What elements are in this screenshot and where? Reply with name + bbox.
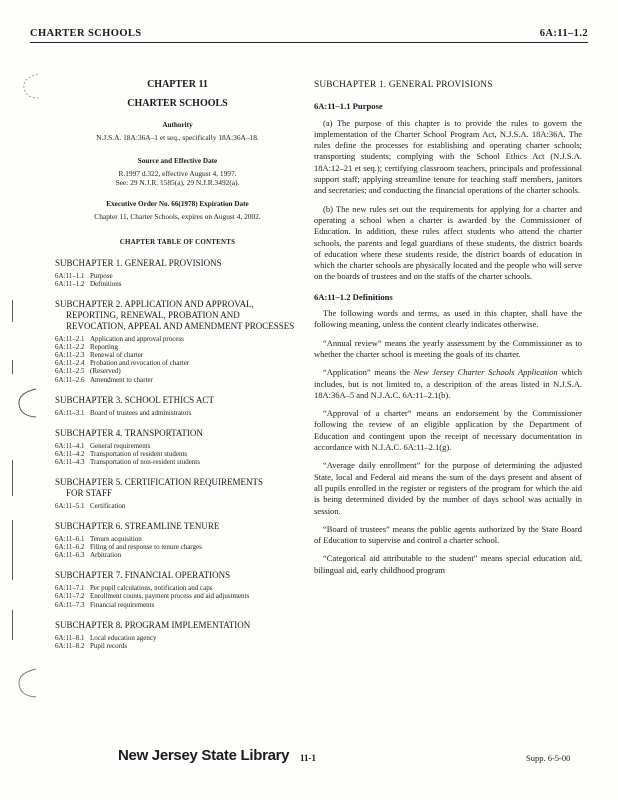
toc-items <box>55 502 300 510</box>
toc-item-title: Definitions <box>90 280 122 289</box>
toc-item <box>55 502 300 510</box>
margin-rule <box>12 520 13 580</box>
binder-hole-mark <box>18 70 44 102</box>
toc-item-number: 6A:11–3.1 <box>55 408 85 417</box>
margin-rule <box>12 360 13 374</box>
toc-item-title: Board of trustees and administrators <box>90 408 192 417</box>
toc-item-title: Financial requirements <box>90 600 155 609</box>
toc-item <box>55 584 300 592</box>
toc-item-title: Transportation of resident students <box>90 449 188 458</box>
header-section: 6A:11–1.2 <box>539 28 588 39</box>
toc-item-title: Transportation of non-resident students <box>90 458 200 467</box>
toc-item-title: Purpose <box>90 271 113 280</box>
toc-item-number: 6A:11–1.1 <box>55 271 85 280</box>
toc-subchapter <box>55 521 300 559</box>
definition-approval: “Approval of a charter” means an endorsement by the Commissioner following the review of an eligible application by the Department of Education and contingent upon the receipt of necessary documentation in accordance with N.J.A.C. 6A:11–2.1(g). <box>314 408 582 453</box>
chapter-title: CHARTER SCHOOLS <box>127 98 228 110</box>
toc-item-title: Probation and revocation of charter <box>90 359 190 368</box>
toc-list <box>55 258 300 650</box>
toc-subchapter-title: SUBCHAPTER 7. FINANCIAL OPERATIONS <box>55 570 231 581</box>
source-heading: Source and Effective Date <box>137 156 218 165</box>
toc-item-title: Tenure acquisition <box>90 534 142 543</box>
definition-application <box>314 367 582 401</box>
source-line-1: R.1997 d.322, effective August 4, 1997. <box>118 169 237 179</box>
toc-item-number: 6A:11–2.6 <box>55 375 85 384</box>
supplement-date: Supp. 6-5-00 <box>526 753 571 763</box>
toc-item <box>55 367 300 375</box>
toc-item-number: 6A:11–7.3 <box>55 600 85 609</box>
toc-item <box>55 592 300 600</box>
toc-item <box>55 335 300 343</box>
toc-item-title: Filing of and response to tenure charges <box>90 543 202 552</box>
margin-rule <box>12 300 13 322</box>
definition-annual-review: “Annual review” means the yearly assessment by the Commissioner as to whether the charter school is meeting the goals of its charter. <box>314 337 582 359</box>
authority-text: N.J.S.A. 18A:36A–1 et seq., specifically 18A:36A–18. <box>96 133 259 143</box>
toc-subchapter-title: SUBCHAPTER 5. CERTIFICATION REQUIREMENTS <box>55 477 263 488</box>
toc-item <box>55 601 300 609</box>
definition-application-text: “Application” means the <box>323 367 414 378</box>
toc-items <box>55 272 300 288</box>
toc-item <box>55 551 300 559</box>
binder-hole-mark <box>14 385 42 421</box>
page-number: 11-1 <box>300 753 317 763</box>
section-heading-definitions: 6A:11–1.2 Definitions <box>314 291 393 302</box>
toc-subchapter <box>55 395 300 417</box>
toc-item-number: 6A:11–4.2 <box>55 449 85 458</box>
definition-board-of-trustees: “Board of trustees” means the public agents authorized by the State Board of Education to supervise and control a charter school. <box>314 523 582 546</box>
definition-average-daily-enrollment: “Average daily enrollment” for the purpose of determining the adjusted State, local and Federal aid means the sum of the days present and absent of all pupils enrolled in the register or registers of the program for which the aid is being determined divided by the number of days school was actually in session. <box>314 460 582 516</box>
toc-subchapter-title: SUBCHAPTER 6. STREAMLINE TENURE <box>55 521 220 532</box>
toc-item-number: 6A:11–6.3 <box>55 551 85 560</box>
executive-order-text: Chapter 11, Charter Schools, expires on August 4, 2002. <box>94 212 261 222</box>
toc-subchapter-title: FOR STAFF <box>66 488 113 499</box>
toc-items <box>55 535 300 560</box>
toc-item-number: 6A:11–2.1 <box>55 334 85 343</box>
toc-item-number: 6A:11–4.1 <box>55 441 85 450</box>
toc-item-number: 6A:11–2.3 <box>55 351 85 360</box>
toc-item-number: 6A:11–2.2 <box>55 342 85 351</box>
executive-order-heading: Executive Order No. 66(1978) Expiration Date <box>106 199 249 208</box>
toc-item-title: Certification <box>90 501 126 510</box>
definitions-intro: The following words and terms, as used in this chapter, shall have the following meaning, unless the content clearly indicates otherwise. <box>314 308 582 330</box>
running-header <box>30 28 588 43</box>
toc-item <box>55 442 300 450</box>
right-column <box>314 80 582 576</box>
header-title: CHARTER SCHOOLS <box>30 28 142 39</box>
toc-subchapter-title: SUBCHAPTER 3. SCHOOL ETHICS ACT <box>55 394 214 405</box>
toc-item-number: 6A:11–7.1 <box>55 584 85 593</box>
toc-item-number: 6A:11–6.1 <box>55 534 85 543</box>
left-column <box>55 80 300 650</box>
toc-items <box>55 584 300 609</box>
source-line-2: See: 29 N.J.R. 1585(a), 29 N.J.R.3492(a). <box>115 178 240 188</box>
toc-item <box>55 450 300 458</box>
toc-item-title: General requirements <box>90 441 151 450</box>
toc-item-number: 6A:11–1.2 <box>55 280 85 289</box>
toc-item-number: 6A:11–8.2 <box>55 641 85 650</box>
toc-subchapter-title: SUBCHAPTER 8. PROGRAM IMPLEMENTATION <box>55 619 251 630</box>
toc-items <box>55 442 300 467</box>
toc-subchapter <box>55 570 300 608</box>
toc-heading: CHAPTER TABLE OF CONTENTS <box>119 237 236 246</box>
toc-item <box>55 642 300 650</box>
toc-item-title: Amendment to charter <box>90 375 153 384</box>
toc-item <box>55 458 300 466</box>
library-stamp: New Jersey State Library <box>118 747 290 764</box>
toc-item-title: Arbitration <box>90 551 122 560</box>
purpose-paragraph-b: (b) The new rules set out the requirements for applying for a charter and operating a school when a charter is awarded by the Commissioner of Education. In addition, these rules affect students who attend the charter schools, the parents and legal guardians of these students, the district boards of education where these students reside, the district boards of education in which the charter schools are physically located and the people who will serve on the boards of trustees and on the staffs of the charter schools. <box>314 203 582 282</box>
toc-item-title: Renewal of charter <box>90 351 144 360</box>
toc-item-title: Enrollment counts, payment process and aid adjustments <box>90 592 250 601</box>
toc-item <box>55 343 300 351</box>
toc-item-title: (Reserved) <box>90 367 121 376</box>
definition-application-text-end: which includes, but is not limited to, a description of the areas listed in N.J.S.A. 18A:36A–5 and N.J.A.C. 6A:11–2.1(b). <box>314 367 582 400</box>
toc-subchapter <box>55 428 300 466</box>
toc-item <box>55 351 300 359</box>
toc-item <box>55 272 300 280</box>
toc-item <box>55 280 300 288</box>
toc-item-number: 6A:11–8.1 <box>55 633 85 642</box>
margin-rule <box>12 610 13 640</box>
toc-item-number: 6A:11–5.1 <box>55 501 85 510</box>
toc-subchapter <box>55 477 300 510</box>
authority-heading: Authority <box>162 120 193 129</box>
toc-item-number: 6A:11–7.2 <box>55 592 85 601</box>
section-heading-purpose: 6A:11–1.1 Purpose <box>314 101 383 112</box>
toc-item <box>55 376 300 384</box>
binder-hole-mark <box>14 665 42 701</box>
definition-categorical-aid: “Categorical aid attributable to the student” means special education aid, bilingual aid, early childhood program <box>314 553 582 575</box>
toc-subchapter-title: SUBCHAPTER 1. GENERAL PROVISIONS <box>55 258 222 269</box>
toc-item-number: 6A:11–6.2 <box>55 543 85 552</box>
toc-subchapter-title: SUBCHAPTER 4. TRANSPORTATION <box>55 427 203 438</box>
toc-item <box>55 535 300 543</box>
toc-item-title: Per pupil calculations, notification and caps <box>90 584 213 593</box>
toc-item <box>55 543 300 551</box>
toc-subchapter-title: REPORTING, RENEWAL, PROBATION AND <box>66 310 240 321</box>
chapter-number: CHAPTER 11 <box>147 79 208 90</box>
toc-subchapter <box>55 258 300 288</box>
toc-subchapter-title: REVOCATION, APPEAL AND AMENDMENT PROCESSES <box>66 320 295 331</box>
subchapter-heading: SUBCHAPTER 1. GENERAL PROVISIONS <box>314 80 493 90</box>
toc-subchapter <box>55 620 300 650</box>
toc-item <box>55 634 300 642</box>
toc-items <box>55 409 300 417</box>
toc-item <box>55 409 300 417</box>
toc-subchapter-title: SUBCHAPTER 2. APPLICATION AND APPROVAL, <box>55 299 254 310</box>
purpose-paragraph-a: (a) The purpose of this chapter is to provide the rules to govern the implementation of the Charter School Program Act, N.J.S.A. 18A:36A. The rules define the processes for establishing and operating charter schools; transporting students; complying with the School Ethics Act (N.J.S.A. 18A:12–21 et seq.); certifying classroom teachers, principals and professional support staff; applying streamline tenure for teaching staff members, janitors and secretaries; and conducting the financial operations of the charter schools. <box>314 117 582 196</box>
toc-item-title: Application and approval process <box>90 334 184 343</box>
toc-item-number: 6A:11–2.4 <box>55 359 85 368</box>
toc-item-number: 6A:11–2.5 <box>55 367 85 376</box>
toc-item-title: Local education agency <box>90 633 157 642</box>
toc-item-title: Pupil records <box>90 641 128 650</box>
toc-items <box>55 335 300 384</box>
toc-item-title: Reporting <box>90 342 118 351</box>
toc-item-number: 6A:11–4.3 <box>55 458 85 467</box>
margin-rule <box>12 460 13 496</box>
definition-application-italic: New Jersey Charter Schools Application <box>413 367 558 378</box>
toc-item <box>55 359 300 367</box>
toc-subchapter <box>55 299 300 384</box>
toc-items <box>55 634 300 650</box>
